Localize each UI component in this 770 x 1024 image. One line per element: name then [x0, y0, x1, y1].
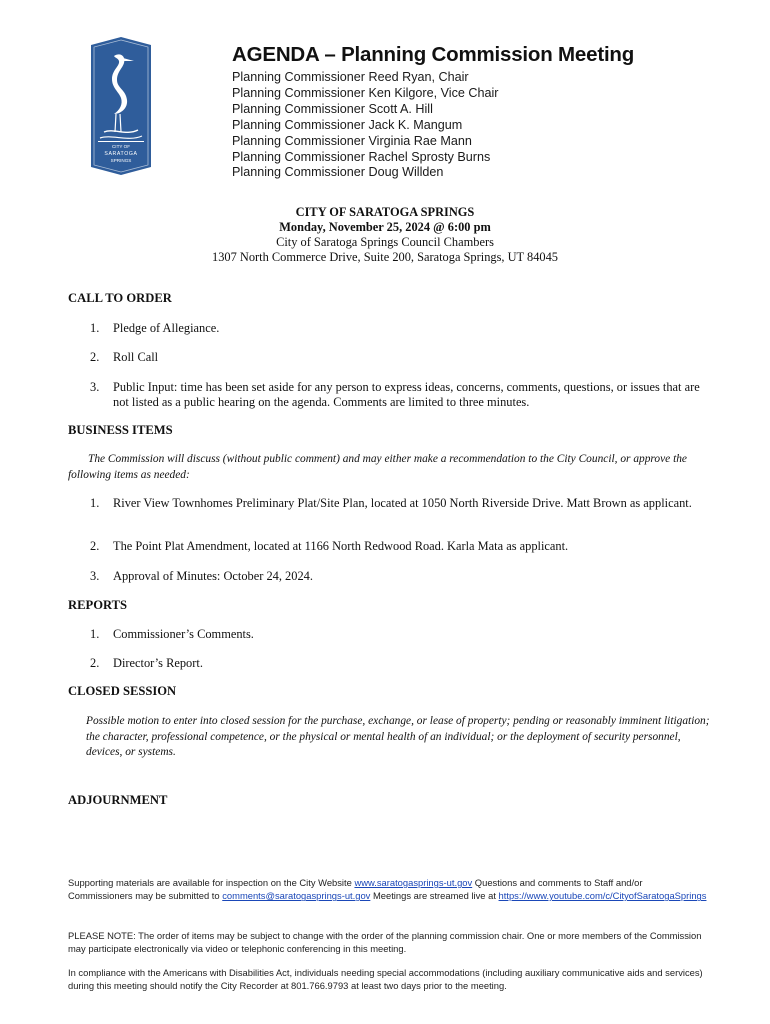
footer-text: Supporting materials are available for inspection on the City Website: [68, 877, 355, 888]
list-item: [90, 539, 710, 554]
item-text: Approval of Minutes: October 24, 2024.: [113, 569, 313, 583]
comments-email-link[interactable]: comments@saratogasprings-ut.gov: [222, 890, 371, 902]
commissioner-line: Planning Commissioner Doug Willden: [232, 165, 444, 180]
footer-ada-notice: In compliance with the Americans with Disabilities Act, individuals needing special accommodations (including auxiliary communicative aids and services) during this meeting should notify the City Recorder at 801.766.9793 at least two days prior to the meeting.: [68, 967, 703, 992]
list-item: [90, 569, 710, 584]
commissioner-line: Planning Commissioner Reed Ryan, Chair: [232, 70, 469, 84]
list-item: [90, 496, 710, 511]
item-text: River View Townhomes Preliminary Plat/Site Plan, located at 1050 North Riverside Drive. Matt Brown as applicant.: [113, 496, 692, 510]
item-text: Director’s Report.: [113, 656, 203, 670]
list-item: [90, 350, 710, 365]
youtube-stream-link[interactable]: https://www.youtube.com/c/CityofSaratogaSprings: [498, 890, 707, 902]
page-title: AGENDA – Planning Commission Meeting: [232, 43, 635, 66]
commissioner-line: Planning Commissioner Rachel Sprosty Burns: [232, 149, 491, 164]
section-heading-business-items: BUSINESS ITEMS: [68, 423, 173, 437]
footer-text: Meetings are streamed live at: [370, 890, 499, 902]
commissioner-line: Planning Commissioner Ken Kilgore, Vice Chair: [232, 85, 499, 100]
list-item: [90, 656, 710, 671]
footer-supporting-materials: [68, 876, 708, 902]
meeting-address: 1307 North Commerce Drive, Suite 200, Saratoga Springs, UT 84045: [212, 250, 558, 264]
section-heading-closed-session: CLOSED SESSION: [68, 684, 177, 698]
agenda-header: [232, 43, 634, 181]
footer-text: Questions and comments to Staff and/or Commissioners may be submitted to: [68, 877, 643, 902]
logo-text-mid: SARATOGA: [104, 151, 138, 157]
item-text: Commissioner’s Comments.: [113, 627, 254, 641]
item-text: The Point Plat Amendment, located at 1166 North Redwood Road. Karla Mata as applicant.: [113, 539, 569, 553]
commissioner-line: Planning Commissioner Virginia Rae Mann: [232, 133, 472, 148]
meeting-info: [0, 205, 770, 265]
city-name: CITY OF SARATOGA SPRINGS: [295, 205, 475, 219]
list-item: [90, 627, 710, 642]
item-number: 3.: [90, 380, 100, 394]
meeting-location: City of Saratoga Springs Council Chambers: [276, 235, 494, 249]
item-text: Public Input: time has been set aside for any person to express ideas, concerns, comments, questions, or issues that are not listed as a public hearing on the agenda. Comments are limited to three minutes.: [113, 380, 700, 409]
item-number: 2.: [90, 350, 100, 364]
commissioner-line: Planning Commissioner Jack K. Mangum: [232, 117, 463, 132]
closed-session-text: Possible motion to enter into closed session for the purchase, exchange, or lease of property; pending or reasonably imminent litigation; the character, professional competence, or the physical or mental health of an individual; or the deployment of security personnel, devices, or systems.: [86, 715, 710, 758]
meeting-date: Monday, November 25, 2024 @ 6:00 pm: [279, 220, 491, 234]
list-item: [90, 380, 710, 410]
item-number: 3.: [90, 569, 100, 583]
item-number: 1.: [90, 321, 100, 335]
item-number: 1.: [90, 496, 100, 510]
item-number: 2.: [90, 656, 100, 670]
commissioner-line: Planning Commissioner Scott A. Hill: [232, 101, 433, 116]
item-number: 1.: [90, 627, 100, 641]
section-heading-call-to-order: CALL TO ORDER: [68, 291, 172, 305]
list-item: [90, 321, 710, 336]
business-intro: The Commission will discuss (without public comment) and may either make a recommendation to the City Council, or approve the following items as needed:: [68, 453, 687, 481]
city-website-link[interactable]: www.saratogasprings-ut.gov: [354, 877, 473, 888]
item-text: Roll Call: [113, 350, 159, 364]
footer-note: PLEASE NOTE: The order of items may be subject to change with the order of the planning commission chair. One or more members of the Commission may participate electronically via video or telephonic conferencing in this meeting.: [68, 930, 702, 955]
logo-text-bottom: SPRINGS: [110, 158, 132, 163]
item-number: 2.: [90, 539, 100, 553]
section-heading-adjournment: ADJOURNMENT: [68, 793, 168, 807]
city-logo: [90, 36, 152, 176]
logo-text-top: CITY OF: [111, 144, 131, 149]
item-text: Pledge of Allegiance.: [113, 321, 220, 335]
section-heading-reports: REPORTS: [68, 598, 128, 612]
